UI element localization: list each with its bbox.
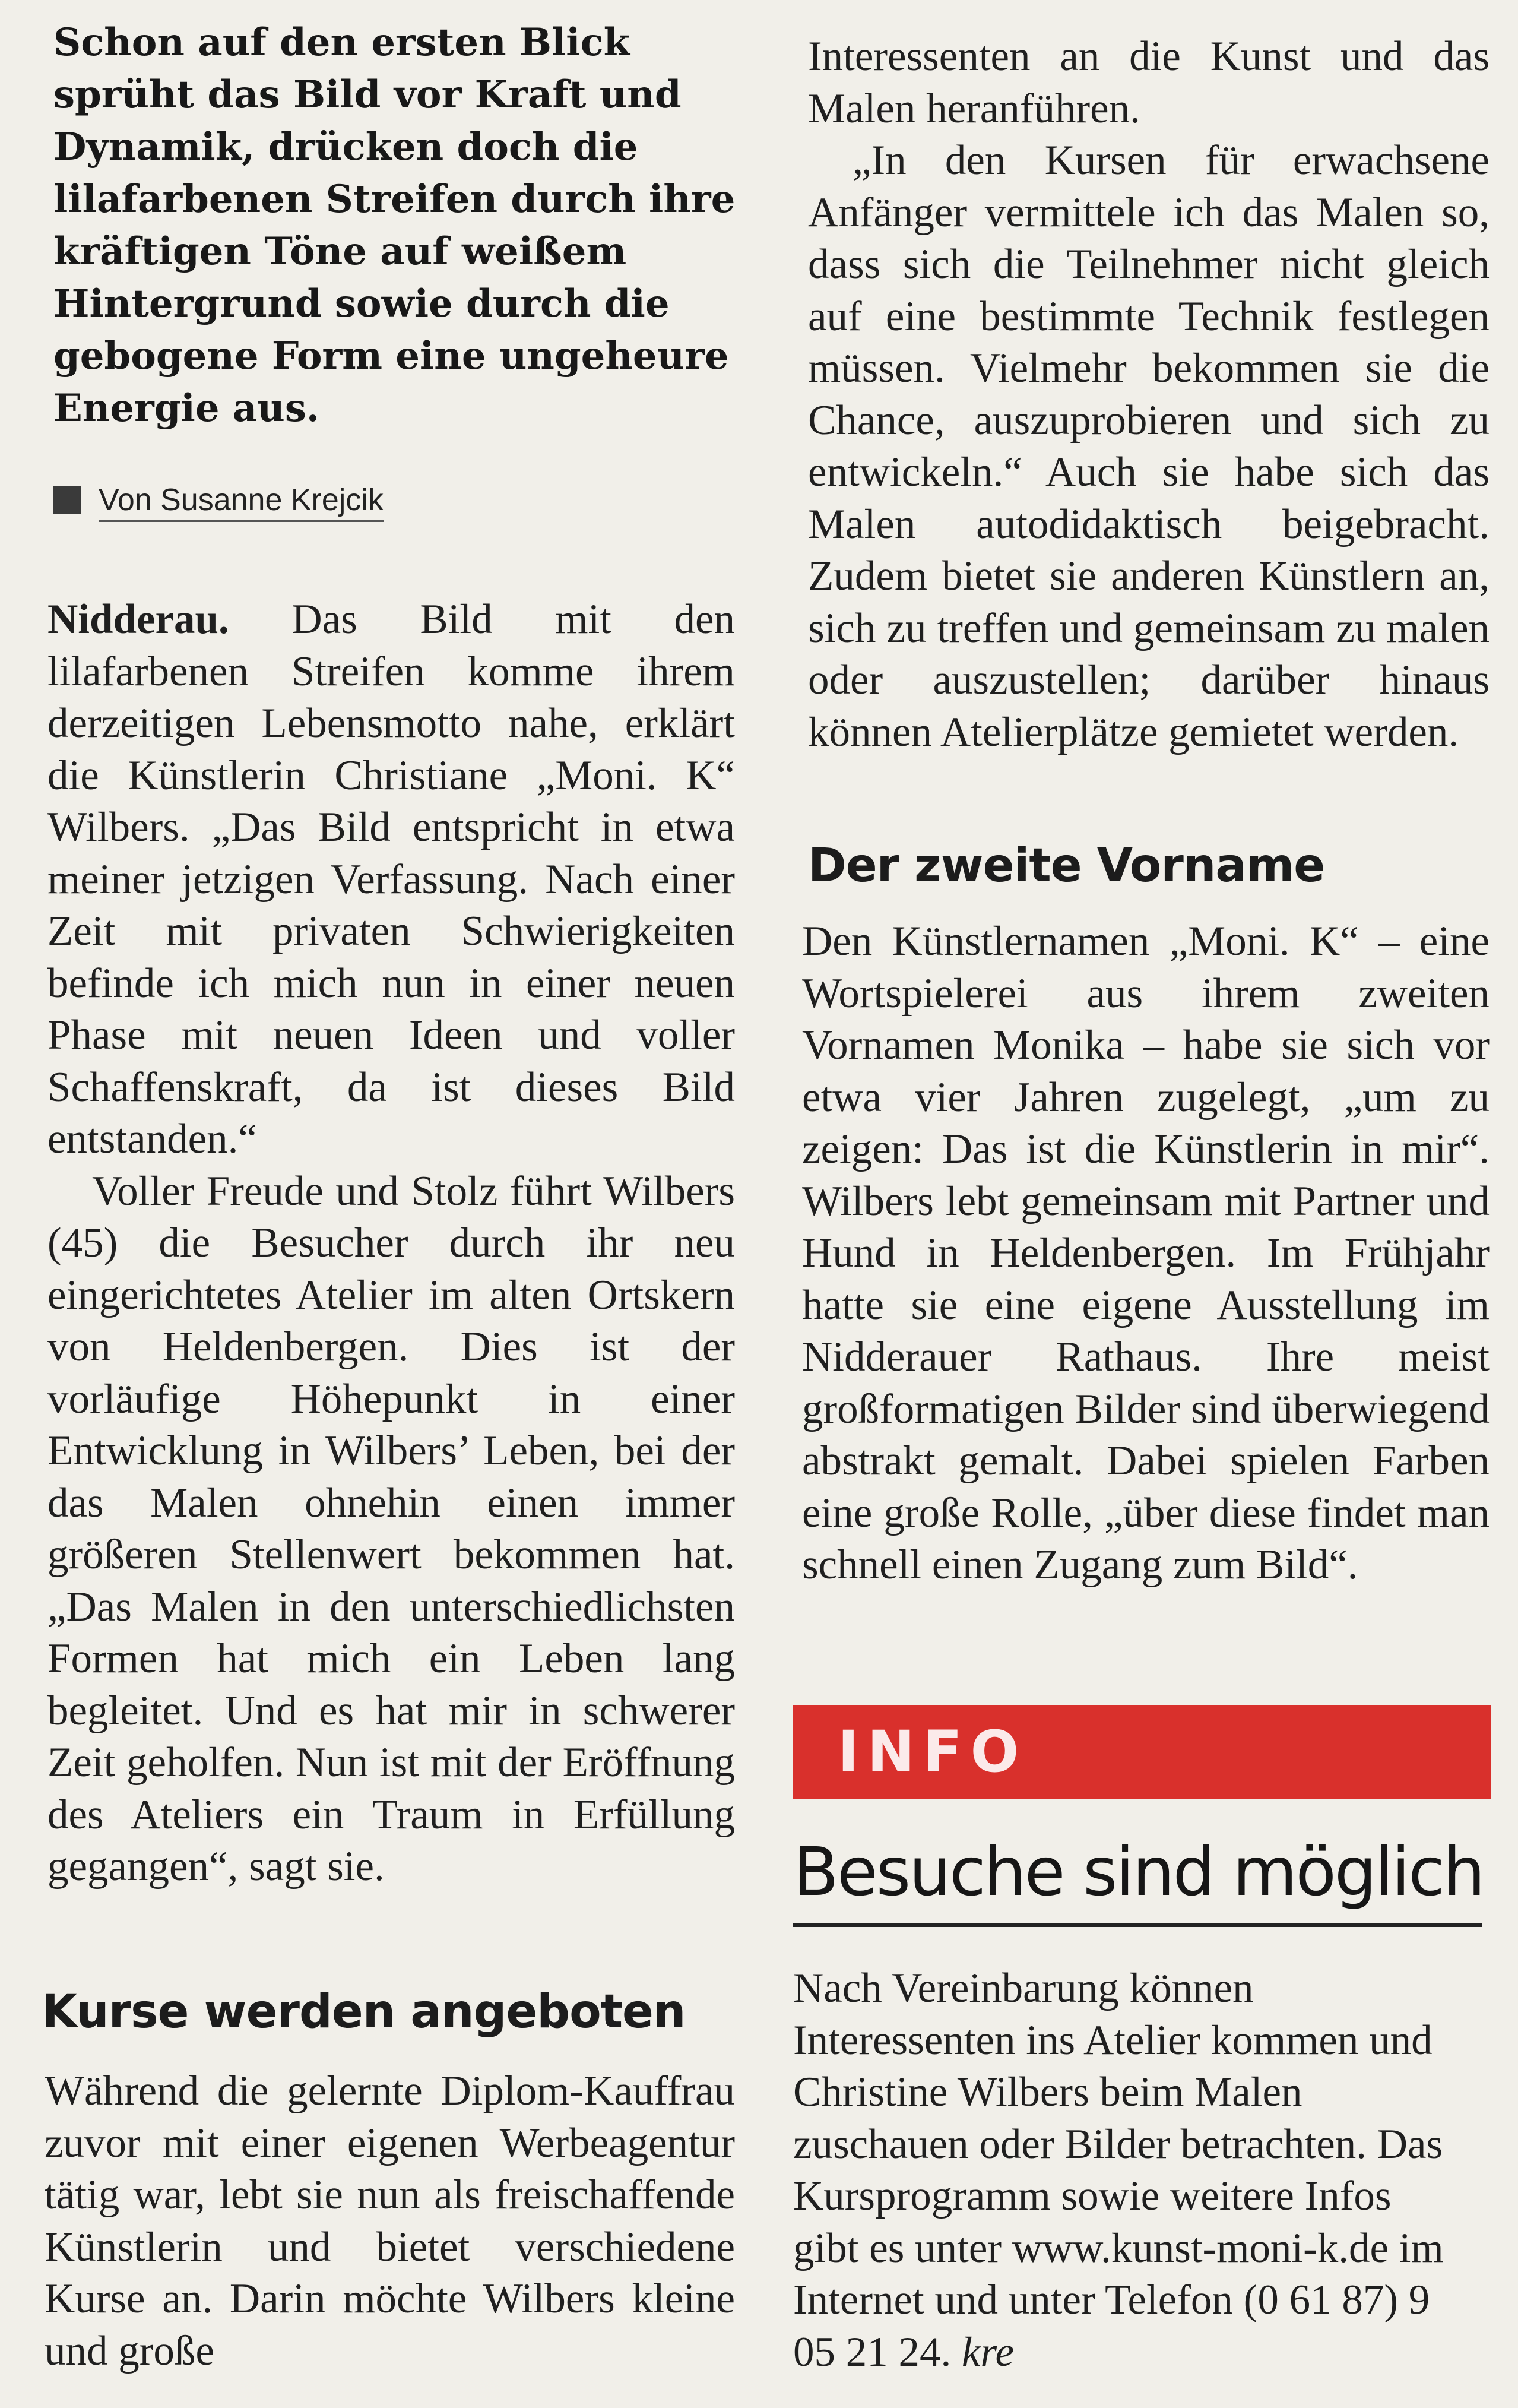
info-label: INFO [838, 1719, 1028, 1785]
paragraph-4: „In den Kursen für erwachsene Anfänger vermittele ich das Malen so, dass sich die Teilnehmer nicht gleich auf eine bestimmte Technik festlegen müssen. Vielmehr bekommen sie die Chance, auszuprobieren und sich zu entwickeln.“ Auch sie habe sich das Malen autodidaktisch beigebracht. Zudem bietet sie anderen Künstlern an, sich zu treffen und gemeinsam zu malen oder auszustellen; darüber hinaus können Atelierplätze gemietet werden. [808, 137, 1490, 755]
article-body-left-2 [45, 2065, 735, 2377]
info-author: kre [962, 2328, 1015, 2375]
dateline: Nidderau. [47, 596, 229, 643]
info-title: Besuche sind möglich [793, 1834, 1482, 1927]
paragraph-3-continued: Interessenten an die Kunst und das Malen heranführen. [808, 33, 1490, 132]
article-body-left [47, 594, 735, 1893]
paragraph-1 [47, 594, 735, 1166]
paragraph-2: Voller Freude und Stolz führt Wilbers (45) die Besucher durch ihr neu eingerichtetes Atelier im alten Ortskern von Heldenbergen. Dies ist der vorläufige Höhepunkt in einer Entwicklung in Wilbers’ Leben, bei der das Malen ohnehin einen immer größeren Stellenwert bekommen hat. „Das Malen in den unterschiedlichsten Formen hat mich ein Leben lang begleitet. Und es hat mir in schwerer Zeit geholfen. Nun ist mit der Eröffnung des Ateliers ein Traum in Erfüllung gegangen“, sagt sie. [47, 1167, 735, 1890]
byline [53, 482, 384, 518]
paragraph-3: Während die gelernte Diplom-Kauffrau zuvor mit einer eigenen Werbeagentur tätig war, lebt sie nun als freischaffende Künstlerin und bietet verschiedene Kurse an. Darin möchte Wilbers kleine und große [45, 2068, 735, 2374]
info-body [793, 1963, 1458, 2378]
subheading-courses: Kurse werden angeboten [42, 1985, 686, 2039]
info-text [793, 1963, 1458, 2378]
article-body-right-2 [802, 916, 1490, 1591]
info-label-bar [793, 1705, 1491, 1799]
paragraph-5: Den Künstlernamen „Moni. K“ – eine Wortspielerei aus ihrem zweiten Vornamen Monika – habe sie sich vor etwa vier Jahren zugelegt, „um zu zeigen: Das ist die Künstlerin in mir“. Wilbers lebt gemeinsam mit Partner und Hund in Heldenbergen. Im Frühjahr hatte sie eine eigene Ausstellung im Nidderauer Rathaus. Ihre meist großformatigen Bilder sind überwiegend abstrakt gemalt. Dabei spielen Farben eine große Rolle, „über diese findet man schnell einen Zugang zum Bild“. [802, 918, 1490, 1588]
paragraph-1-text: Das Bild mit den lilafarbenen Streifen komme ihrem derzeitigen Lebensmotto nahe, erklärt die Künstlerin Christiane „Moni. K“ Wilbers. „Das Bild entspricht in etwa meiner jetzigen Verfassung. Nach einer Zeit mit privaten Schwierigkeiten befinde ich mich nun in einer neuen Phase mit neuen Ideen und voller Schaffenskraft, da ist dieses Bild entstanden.“ [47, 596, 736, 1162]
subheading-second-name: Der zweite Vorname [808, 839, 1325, 893]
info-text-content: Nach Vereinbarung können Interessenten ins Atelier kommen und Christine Wilbers beim Malen zuschauen oder Bilder betrachten. Das Kursprogramm sowie weitere Infos gibt es unter www.kunst-moni-k.de im Internet und unter Telefon (0 61 87) 9 05 21 24. [793, 1965, 1444, 2375]
byline-square-icon [53, 486, 81, 514]
article-body-right [808, 31, 1490, 758]
byline-author: Von Susanne Krejcik [99, 483, 384, 522]
article-lead: Schon auf den ersten Blick sprüht das Bild vor Kraft und Dynamik, drücken doch die lilafarbenen Streifen durch ihre kräftigen Töne auf weißem Hintergrund sowie durch die gebogene Form eine ungeheure Energie aus. [53, 20, 736, 431]
